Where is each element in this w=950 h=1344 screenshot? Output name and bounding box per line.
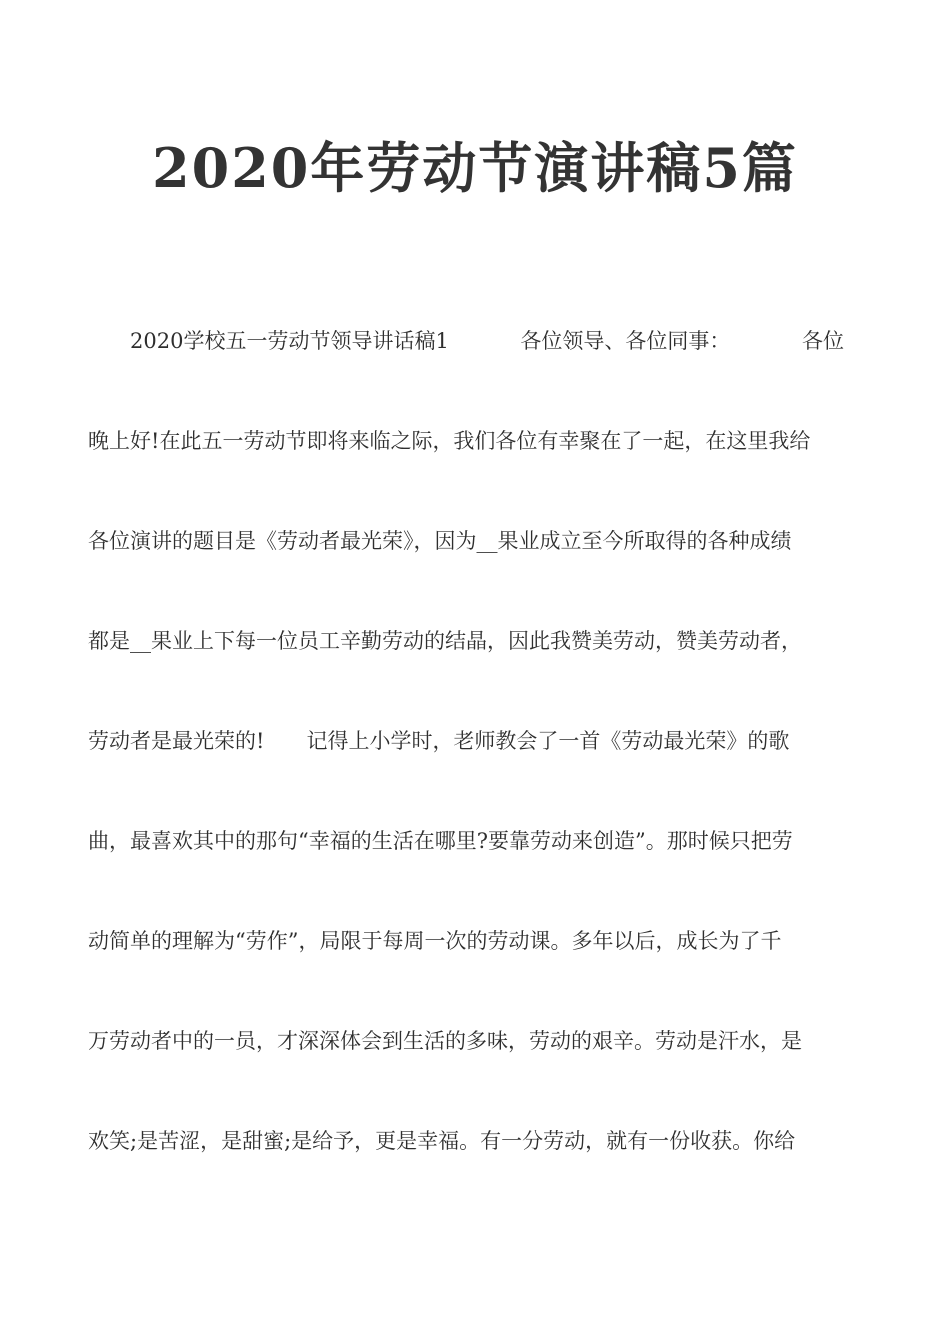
paragraph-line: 欢笑;是苦涩，是甜蜜;是给予，更是幸福。有一分劳动，就有一份收获。你给 bbox=[88, 1129, 796, 1153]
paragraph-line: 劳动者是最光荣的! 记得上小学时，老师教会了一首《劳动最光荣》的歌 bbox=[88, 729, 790, 753]
speech-heading-text: 2020学校五一劳动节领导讲话稿1 bbox=[130, 329, 449, 353]
paragraph-line: 各位演讲的题目是《劳动者最光荣》，因为__果业成立至今所取得的各种成绩 bbox=[88, 529, 792, 553]
document-title: 2020年劳动节演讲稿5篇 bbox=[152, 136, 798, 200]
paragraph-line: 都是__果业上下每一位员工辛勤劳动的结晶，因此我赞美劳动，赞美劳动者， bbox=[88, 629, 802, 653]
salutation-text: 各位领导、各位同事： bbox=[520, 329, 731, 353]
paragraph-line: 晚上好!在此五一劳动节即将来临之际，我们各位有幸聚在了一起，在这里我给 bbox=[88, 429, 811, 453]
paragraph-line-first bbox=[88, 326, 844, 356]
paragraph-line: 动简单的理解为“劳作”，局限于每周一次的劳动课。多年以后，成长为了千 bbox=[88, 929, 782, 953]
paragraph-line: 万劳动者中的一员，才深深体会到生活的多味，劳动的艰辛。劳动是汗水，是 bbox=[88, 1029, 802, 1053]
greeting-start-text: 各位 bbox=[802, 329, 844, 353]
paragraph-line: 曲，最喜欢其中的那句“幸福的生活在哪里?要靠劳动来创造”。那时候只把劳 bbox=[88, 829, 793, 853]
